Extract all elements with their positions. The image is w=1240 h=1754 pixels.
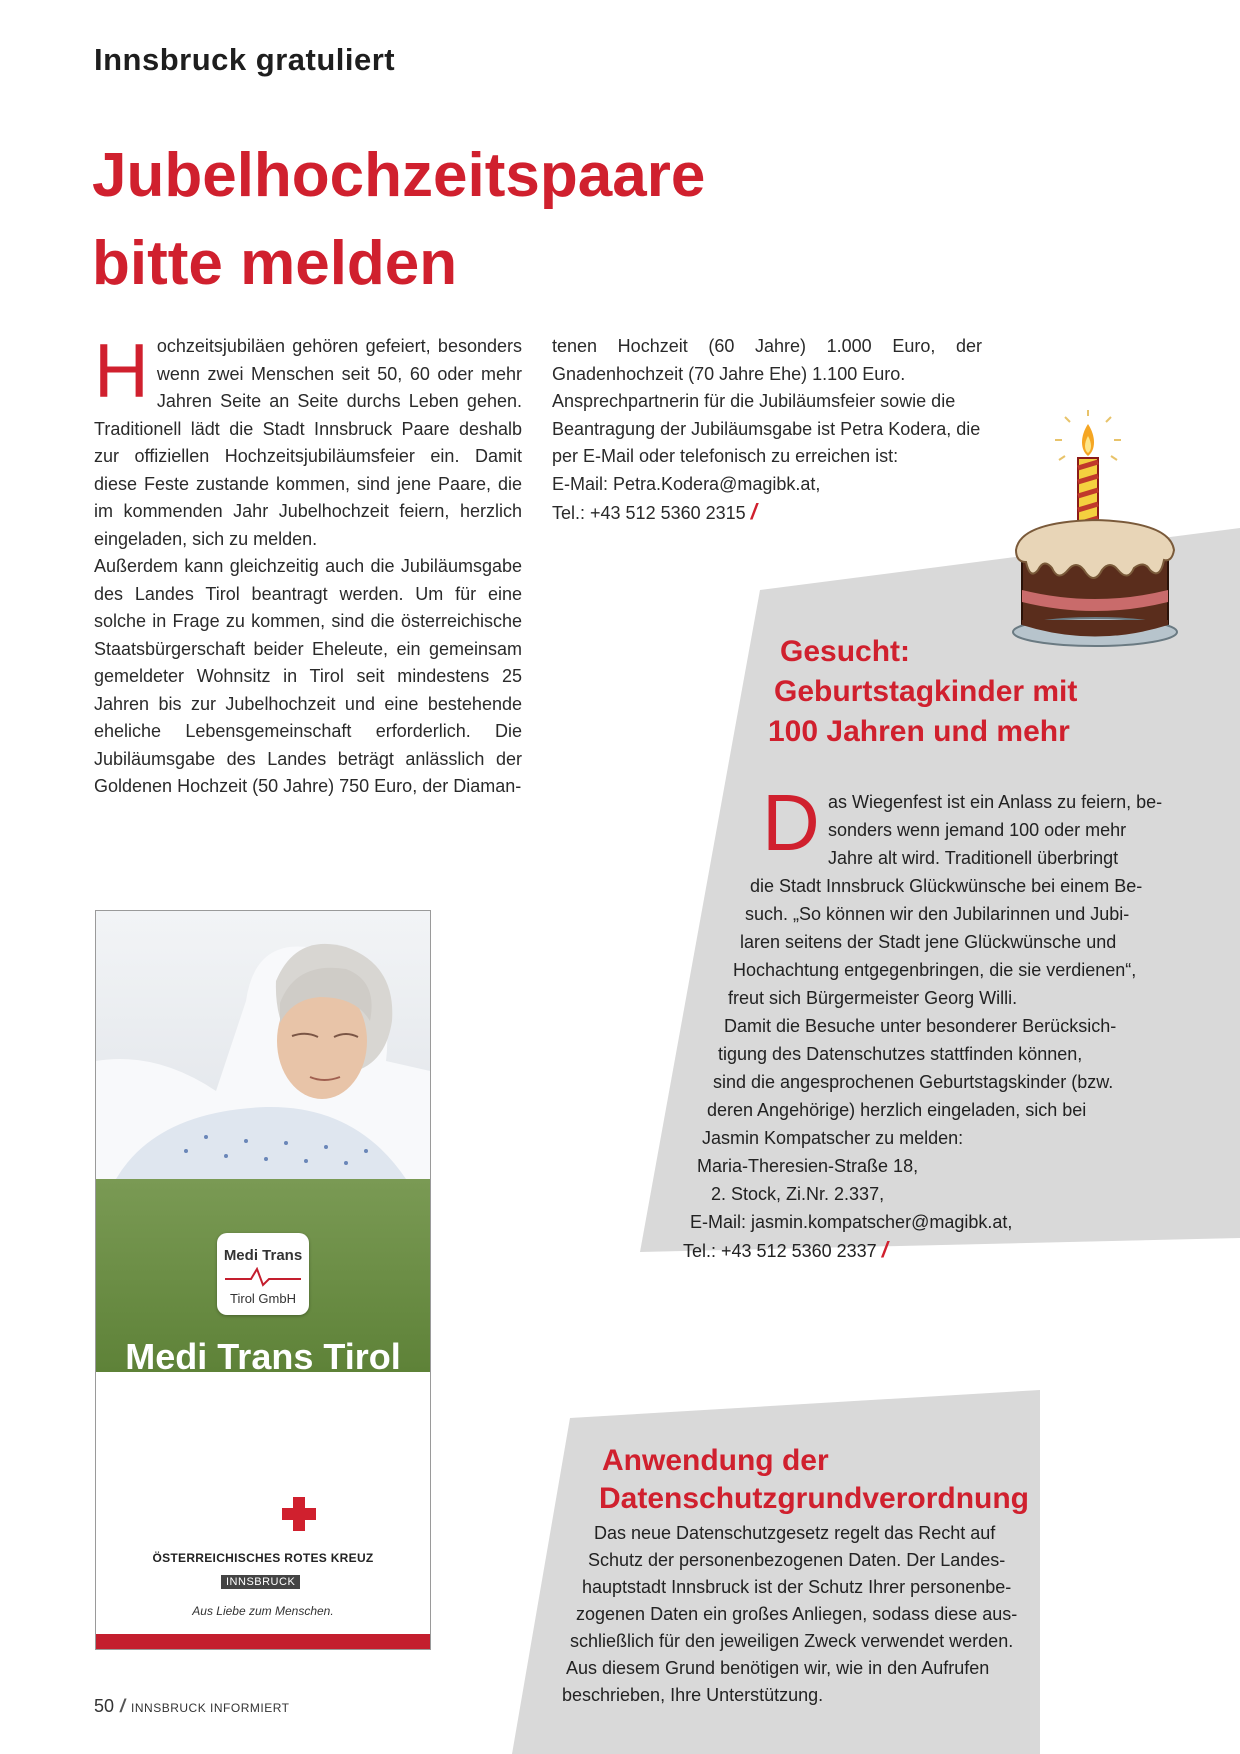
- logo-text-line-1: Medi Trans: [223, 1247, 303, 1264]
- page-footer: [94, 1696, 290, 1717]
- ad-white-panel: [96, 1372, 430, 1634]
- headline-line-2: bitte melden: [92, 229, 458, 298]
- birthday-line: as Wiegenfest ist ein Anlass zu feiern, be-: [828, 792, 1163, 812]
- birthday-line: laren seitens der Stadt jene Glückwünsche und: [740, 932, 1117, 952]
- page-number: 50: [94, 1696, 115, 1716]
- privacy-line: Das neue Datenschutzgesetz regelt das Recht auf: [594, 1523, 996, 1543]
- birthday-box-title-line-3: 100 Jahren und mehr: [768, 715, 1070, 748]
- ad-slogan: Aus Liebe zum Menschen.: [192, 1604, 334, 1618]
- dropcap-d: D: [762, 778, 820, 867]
- birthday-line: Jasmin Kompatscher zu melden:: [702, 1128, 964, 1148]
- birthday-email: E-Mail: jasmin.kompatscher@magibk.at,: [690, 1212, 1013, 1232]
- birthday-line: Hochachtung entgegenbringen, die sie verdienen“,: [733, 960, 1137, 980]
- article-column-1: [94, 329, 522, 801]
- heartbeat-icon: [225, 1267, 301, 1287]
- contact-phone-line: [552, 498, 982, 528]
- privacy-line: zogenen Daten ein großes Anliegen, sodass diese aus-: [576, 1604, 1018, 1624]
- privacy-box-title: [599, 1442, 1030, 1518]
- birthday-line: Jahre alt wird. Traditionell überbringt: [828, 848, 1119, 868]
- privacy-line: beschrieben, Ihre Unterstützung.: [562, 1685, 824, 1705]
- ad-organisation: ÖSTERREICHISCHES ROTES KREUZ: [152, 1551, 374, 1565]
- birthday-phone: Tel.: +43 512 5360 2337: [683, 1241, 877, 1261]
- article-paragraph-1: ochzeitsjubiläen gehören gefeiert, besonders wenn zwei Menschen seit 50, 60 oder mehr Jahren Seite an Seite durchs Leben gehen. Traditionell lädt die Stadt Innsbruck Paare deshalb zur offiziellen Hochzeitsjubiläumsfeier ein. Damit diese Feste zustande kommen, sind jene Paare, die im kommenden Jahr Jubelhochzeit feiern, herzlich eingeladen, sich zu melden.: [94, 336, 522, 549]
- birthday-line: tigung des Datenschutzes stattfinden können,: [718, 1044, 1083, 1064]
- footer-slash-icon: /: [120, 1696, 126, 1716]
- headline: [92, 132, 705, 308]
- publication-name: INNSBRUCK INFORMIERT: [131, 1701, 290, 1715]
- medi-trans-logo: [217, 1233, 309, 1315]
- medi-trans-advertisement[interactable]: [95, 910, 431, 1650]
- birthday-phone-line: [683, 1236, 888, 1266]
- article-paragraph-4: Ansprechpartnerin für die Jubiläumsfeier sowie die Beantragung der Jubiläumsgabe ist Petra Kodera, die per E-Mail oder telefonisch zu erreichen ist:: [552, 391, 981, 466]
- ad-organisation-branch: INNSBRUCK: [221, 1575, 300, 1589]
- birthday-box-title: [768, 632, 1078, 752]
- ad-phone-info: Infos: 0810 100 144: [162, 1421, 364, 1446]
- privacy-line: schließlich für den jeweiligen Zweck verwendet werden.: [570, 1631, 1014, 1651]
- ad-red-bar: [96, 1634, 430, 1649]
- birthday-line: Damit die Besuche unter besonderer Berücksich-: [724, 1016, 1117, 1036]
- red-cross-icon: [282, 1497, 316, 1531]
- birthday-line: freut sich Bürgermeister Georg Willi.: [728, 988, 1018, 1008]
- birthday-line: sonders wenn jemand 100 oder mehr: [828, 820, 1127, 840]
- end-slash-icon: /: [881, 1237, 888, 1262]
- birthday-box-title-line-2: Geburtstagkinder mit: [774, 675, 1078, 708]
- contact-phone: Tel.: +43 512 5360 2315: [552, 503, 746, 523]
- headline-line-1: Jubelhochzeitspaare: [92, 141, 706, 210]
- privacy-box-title-line-1: Anwendung der: [602, 1444, 829, 1477]
- article-paragraph-2: Außerdem kann gleichzeitig auch die Jubiläumsgabe des Landes Tirol beantragt werden. Um für eine solche in Frage zu kommen, sind die österreichische Staatsbürgerschaft beider Eheleute, ein gemeinsam gemeldeter Wohnsitz in Tirol seit mindestens 25 Jahren bis zur Jubelhochzeit und eine bestehende eheliche Lebensgemeinschaft erforderlich. Die Jubiläumsgabe des Landes beträgt anlässlich der Goldenen Hochzeit (50 Jahre) 750 Euro, der Diaman-: [94, 556, 522, 796]
- birthday-cake-icon: [1010, 410, 1180, 650]
- ad-photo-elderly-woman: [96, 911, 430, 1179]
- logo-text-line-2: Tirol GmbH: [230, 1291, 296, 1306]
- ad-company-name: Medi Trans Tirol: [125, 1336, 401, 1377]
- birthday-line: die Stadt Innsbruck Glückwünsche bei einem Be-: [750, 876, 1143, 896]
- article-column-2: [552, 333, 982, 528]
- birthday-address: Maria-Theresien-Straße 18,: [697, 1156, 919, 1176]
- dropcap-h: H: [94, 329, 149, 414]
- birthday-line: sind die angesprochenen Geburtstagskinder (bzw.: [713, 1072, 1114, 1092]
- privacy-line: hauptstadt Innsbruck ist der Schutz Ihrer personenbe-: [582, 1577, 1012, 1597]
- privacy-line: Aus diesem Grund benötigen wir, wie in den Aufrufen: [566, 1658, 990, 1678]
- birthday-box-title-line-1: Gesucht:: [780, 635, 911, 668]
- privacy-line: Schutz der personenbezogenen Daten. Der Landes-: [588, 1550, 1006, 1570]
- section-kicker: Innsbruck gratuliert: [94, 42, 396, 77]
- elderly-woman-illustration-icon: [96, 911, 430, 1179]
- birthday-line: deren Angehörige) herzlich eingeladen, sich bei: [707, 1100, 1087, 1120]
- birthday-room: 2. Stock, Zi.Nr. 2.337,: [711, 1184, 885, 1204]
- contact-email: E-Mail: Petra.Kodera@magibk.at,: [552, 473, 821, 494]
- end-slash-icon: /: [750, 499, 757, 524]
- article-paragraph-3: tenen Hochzeit (60 Jahre) 1.000 Euro, der Gnadenhochzeit (70 Jahre Ehe) 1.100 Euro.: [552, 336, 982, 384]
- ad-subtitle: Pflegehilfsmittel: [174, 1379, 352, 1405]
- birthday-line: such. „So können wir den Jubilarinnen und Jubi-: [745, 904, 1130, 924]
- privacy-box-title-line-2: Datenschutzgrundverordnung: [599, 1482, 1030, 1515]
